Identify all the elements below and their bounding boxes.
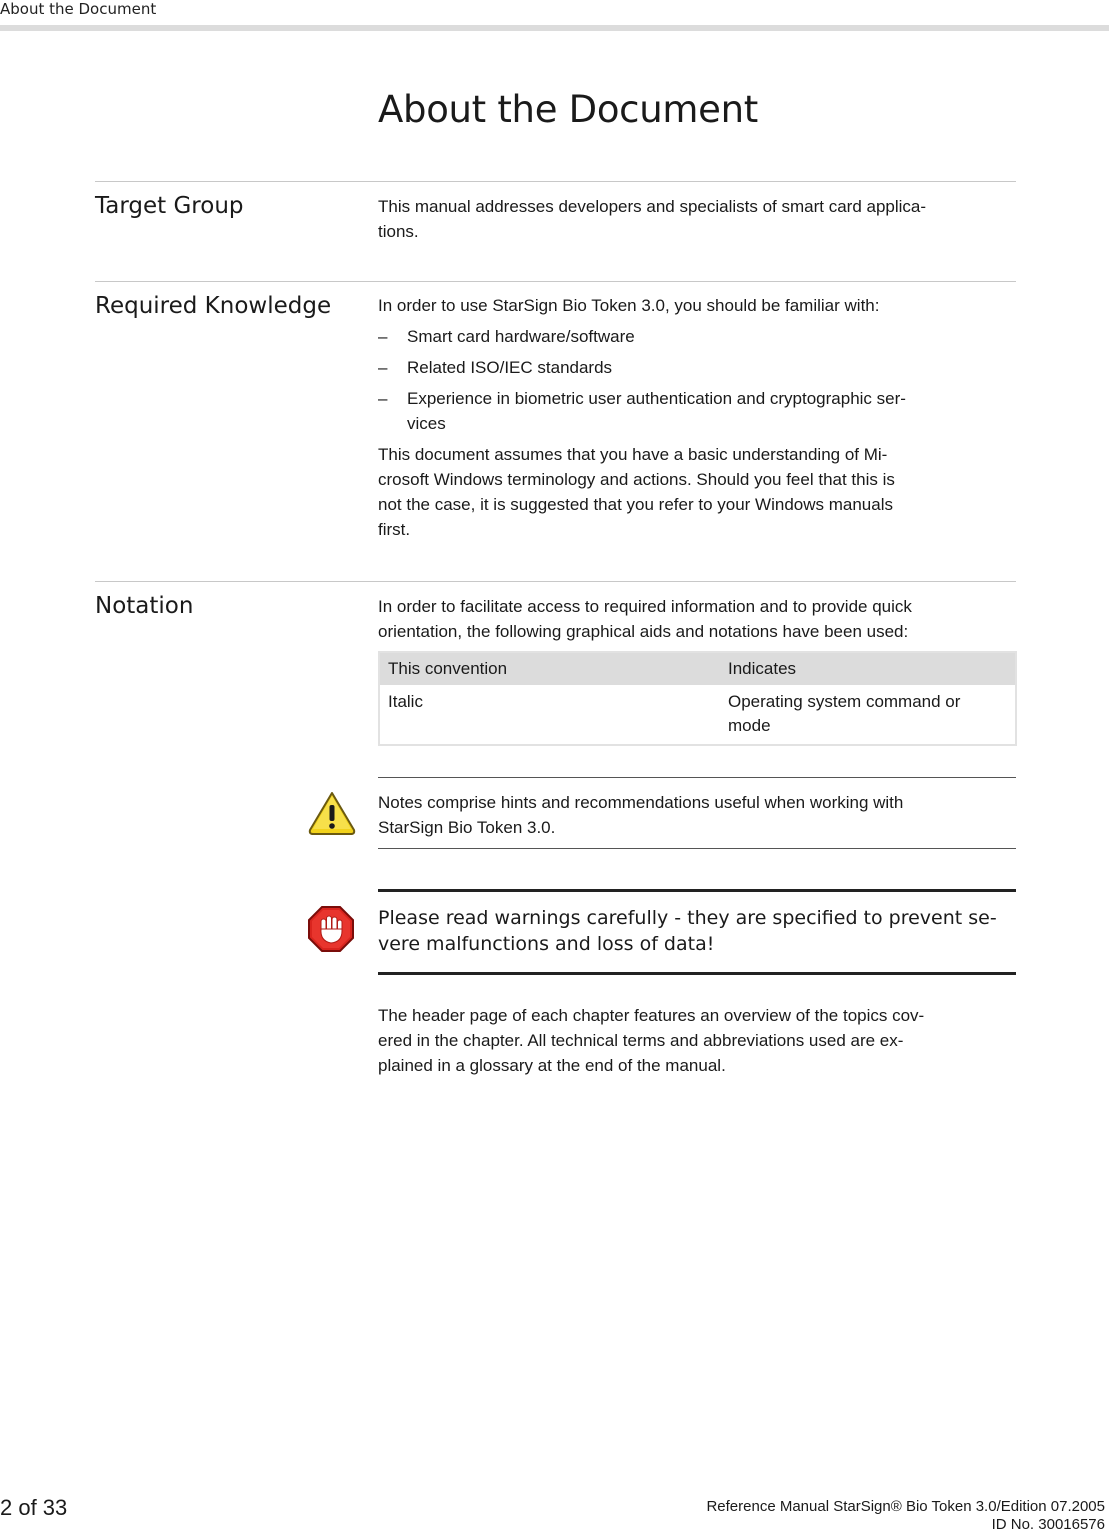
section-divider [95,581,1016,582]
list-item [378,355,1018,380]
page-title: About the Document [378,88,758,131]
text-line: In order to facilitate access to required information and to provide quick [378,597,912,616]
target-group-text [378,194,1018,244]
list-item-text: Smart card hardware/software [407,327,635,346]
section-heading-required-knowledge: Required Knowledge [95,293,332,319]
table-header-cell: This convention [379,652,720,685]
header-rule [0,25,1109,31]
table-cell: Italic [388,692,423,711]
note-rule-bottom [378,848,1016,849]
list-item-text: vices [407,414,446,433]
footer-id: ID No. 30016576 [991,1516,1105,1533]
text-line: Notes comprise hints and recommendations useful when working with [378,793,904,812]
section-heading-notation: Notation [95,593,194,619]
note-rule-top [378,777,1016,778]
warning-text [378,905,1018,957]
list-item-text: Experience in biometric user authentication and cryptographic ser- [407,389,906,408]
footer-manual: Reference Manual StarSign® Bio Token 3.0/Edition 07.2005 [706,1498,1105,1515]
bullet-dash: – [378,389,388,408]
bullet-dash: – [378,327,388,346]
section-divider [95,281,1016,282]
text-line: not the case, it is suggested that you refer to your Windows manuals [378,495,893,514]
table-row [379,685,1016,745]
text-line: plained in a glossary at the end of the manual. [378,1056,726,1075]
warning-triangle-icon [308,790,356,842]
text-line: first. [378,520,411,539]
closing-paragraph [378,1003,1018,1078]
section-heading-target-group: Target Group [95,193,244,219]
text-line: orientation, the following graphical aids and notations have been used: [378,622,909,641]
bullet-dash: – [378,358,388,377]
text-line: tions. [378,222,419,241]
text-line: This document assumes that you have a basic understanding of Mi- [378,445,888,464]
stop-hand-icon [307,905,355,957]
page-number: 2 of 33 [0,1495,68,1520]
footer-info [706,1498,1105,1534]
notation-table [378,651,1017,746]
text-line: vere malfunctions and loss of data! [378,933,715,955]
table-cell-line: Operating system command or [728,692,961,711]
table-header-cell: Indicates [720,652,1016,685]
table-header-row [379,652,1016,685]
text-line: crosoft Windows terminology and actions. Should you feel that this is [378,470,895,489]
note-text [378,790,1018,840]
warning-rule-top [378,889,1016,892]
required-knowledge-text [378,293,1018,542]
list-item [378,324,1018,349]
table-cell [720,685,1016,745]
text-line: Please read warnings carefully - they are specified to prevent se- [378,907,997,929]
text-line: This manual addresses developers and specialists of smart card applica- [378,197,927,216]
list-item-text: Related ISO/IEC standards [407,358,613,377]
running-header: About the Document [0,0,157,18]
text-line: The header page of each chapter features an overview of the topics cov- [378,1006,925,1025]
warning-rule-bottom [378,972,1016,975]
table-cell-line: mode [728,716,771,735]
notation-intro [378,594,1018,644]
intro-text: In order to use StarSign Bio Token 3.0, you should be familiar with: [378,296,880,315]
text-line: ered in the chapter. All technical terms and abbreviations used are ex- [378,1031,904,1050]
text-line: StarSign Bio Token 3.0. [378,818,556,837]
list-item [378,386,1018,436]
section-divider [95,181,1016,182]
